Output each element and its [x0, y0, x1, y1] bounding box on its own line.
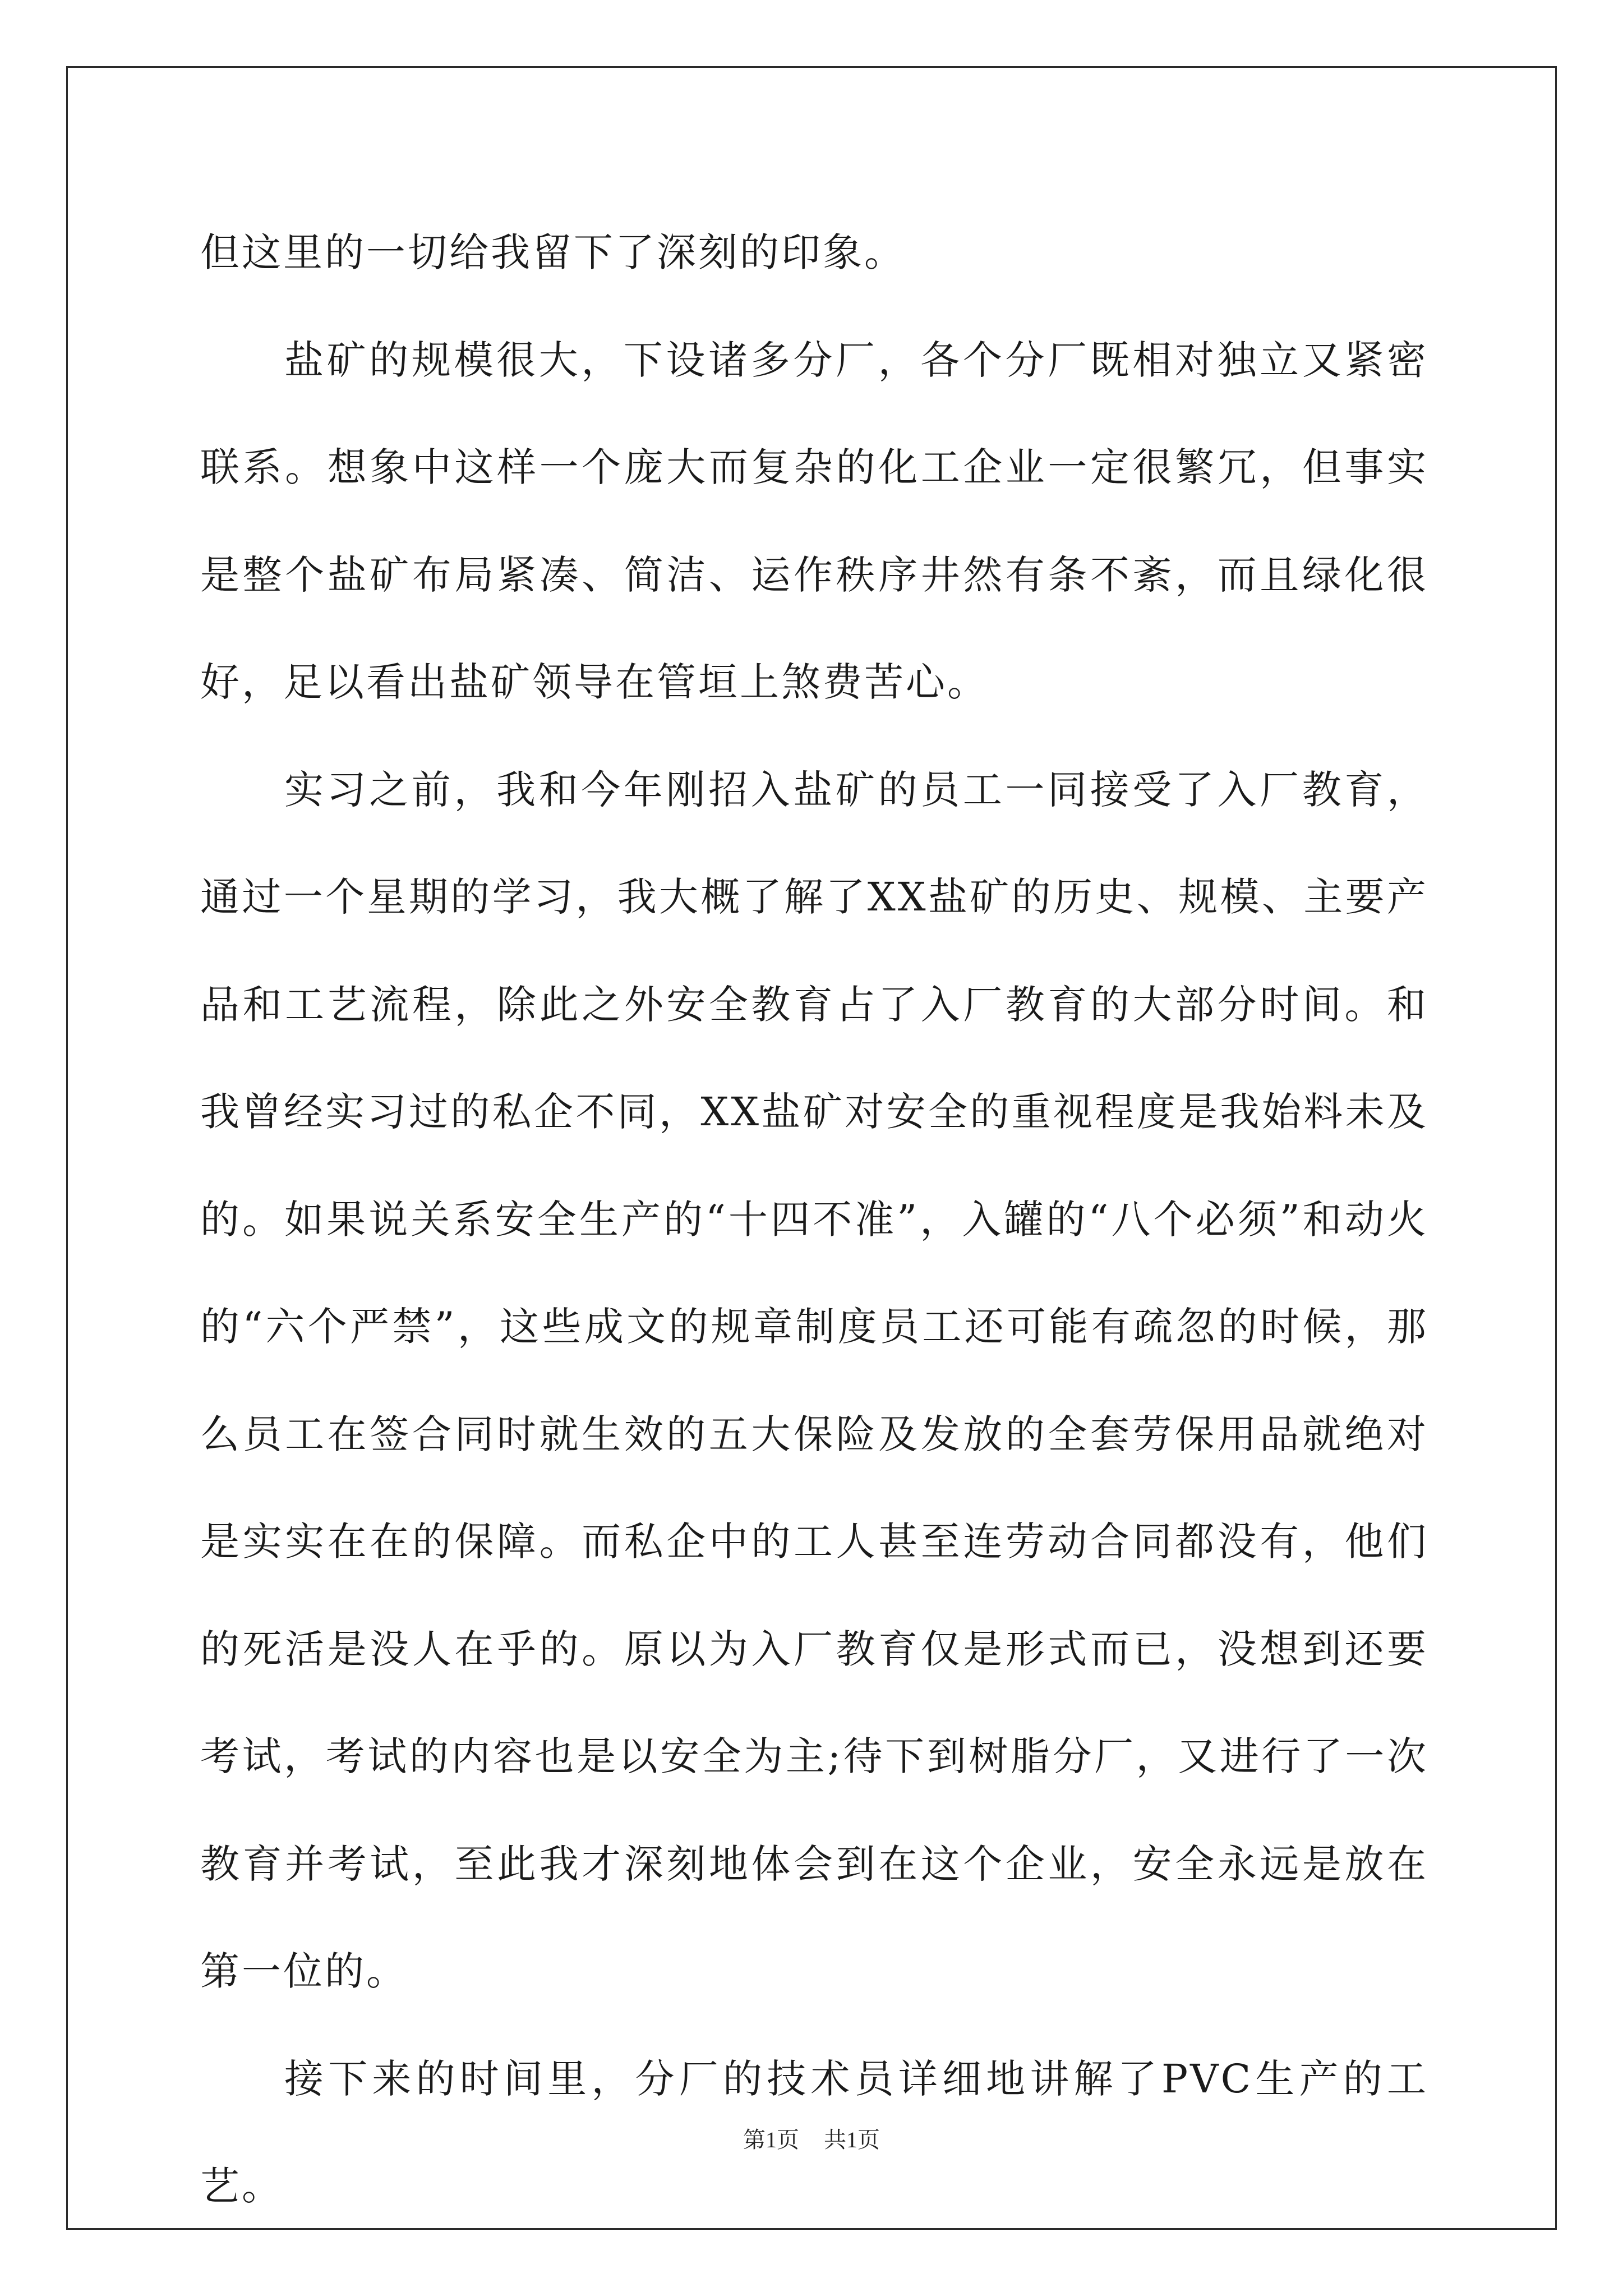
document-body [200, 199, 1428, 2240]
page-total: 共1页 [824, 2127, 880, 2152]
page-footer [0, 2126, 1623, 2154]
paragraph-1: 但这里的一切给我留下了深刻的印象。 [200, 229, 906, 275]
paragraph-4: 接下来的时间里，分厂的技术员详细地讲解了PVC生产的工艺。 [200, 2055, 1428, 2209]
paragraph-2: 盐矿的规模很大，下设诸多分厂，各个分厂既相对独立又紧密联系。想象中这样一个庞大而复杂的化工企业一定很繁冗，但事实是整个盐矿布局紧凑、简洁、运作秩序井然有条不紊，而且绿化很好，足以看出盐矿领导在管垣上煞费苦心。 [200, 337, 1428, 705]
paragraph-3: 实习之前，我和今年刚招入盐矿的员工一同接受了入厂教育，通过一个星期的学习，我大概了解了XX盐矿的历史、规模、主要产品和工艺流程，除此之外安全教育占了入厂教育的大部分时间。和我曾经实习过的私企不同，XX盐矿对安全的重视程度是我始料未及的。如果说关系安全生产的“十四不准”，入罐的“八个必须”和动火的“六个严禁”，这些成文的规章制度员工还可能有疏忽的时候，那么员工在签合同时就生效的五大保险及发放的全套劳保用品就绝对是实实在在的保障。而私企中的工人甚至连劳动合同都没有，他们的死活是没人在乎的。原以为入厂教育仅是形式而已，没想到还要考试，考试的内容也是以安全为主;待下到树脂分厂，又进行了一次教育并考试，至此我才深刻地体会到在这个企业，安全永远是放在第一位的。 [200, 766, 1428, 1994]
page-number: 第1页 [743, 2127, 799, 2152]
